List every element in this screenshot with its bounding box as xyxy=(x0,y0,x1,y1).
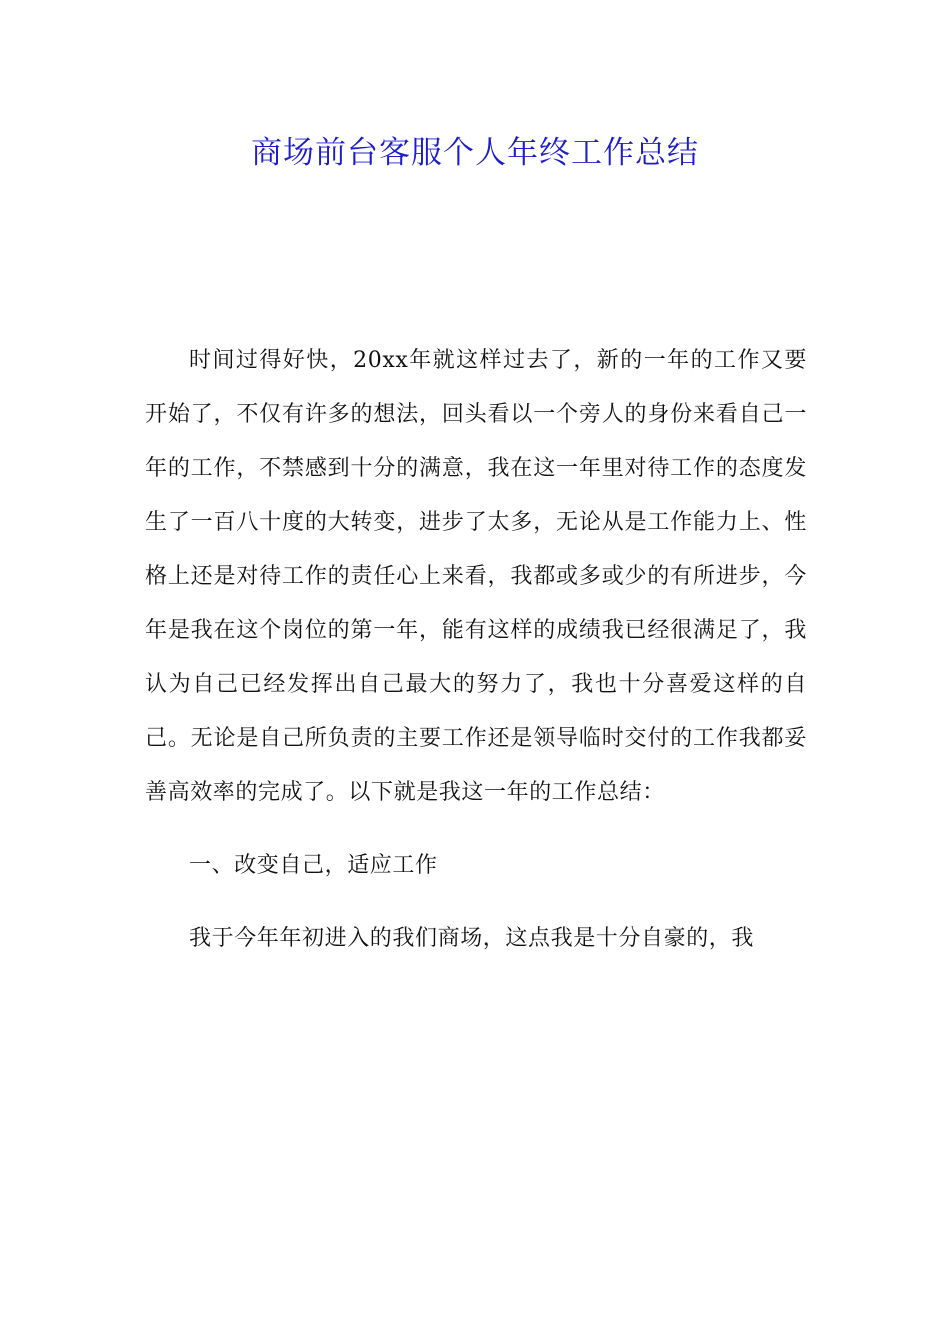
section-heading-1: 一、改变自己，适应工作 xyxy=(189,853,438,878)
paragraph-section-1: 我于今年年初进入的我们商场，这点我是十分自豪的，我 xyxy=(189,926,755,951)
document-title: 商场前台客服个人年终工作总结 xyxy=(251,135,699,171)
paragraph-intro: 时间过得好快，20xx年就这样过去了，新的一年的工作又要开始了，不仅有许多的想法，回头看以一个旁人的身份来看自己一年的工作，不禁感到十分的满意，我在这一年里对待工作的态度发生了一百八十度的大转变，进步了太多，无论从是工作能力上、性格上还是对待工作的责任心上来看，我都或多或少的有所进步，今年是我在这个岗位的第一年，能有这样的成绩我已经很满足了，我认为自己已经发挥出自己最大的努力了，我也十分喜爱这样的自己。无论是自己所负责的主要工作还是领导临时交付的工作我都妥善高效率的完成了。以下就是我这一年的工作总结： xyxy=(145,348,807,805)
document-body xyxy=(145,334,807,985)
